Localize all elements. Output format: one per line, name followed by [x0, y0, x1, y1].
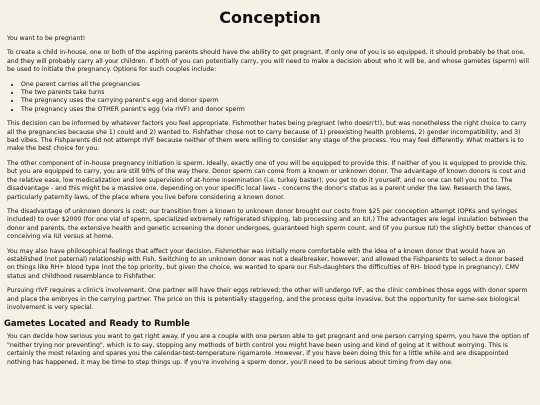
- list-item: • The pregnancy uses the OTHER parent's egg (via rIVF) and donor sperm: [21, 106, 533, 114]
- page-title: Conception: [219, 8, 321, 27]
- paragraph-intro: You want to be pregnant!: [7, 35, 86, 42]
- paragraph-gametes: You can decide how serious you want to get right away. If you are a couple with one person able to get pregnant and one person carrying sperm, you have the option of "neither trying nor preventing", which is to say, stopping any methods of birth control you might have been using and kind of going at it without worrying. This is certainly the most relaxing and spares you the calendar-test-temperature rigamarole. However, if you have been doing this for a little while and are disappointed nothing has happened, it may be time to step things up. If you're involving a sperm donor, you'll need to be serious about timing from day one.: [7, 333, 529, 366]
- paragraph-who-carries: To create a child in-house, one or both of the aspiring parents should have the ability to get pregnant. If only one of you is so equipped, it should probably be that one, and they will probably carry all your children. If both of you can potentially carry, you will need to make a decision about who it will be, and whose gametes (sperm) will be used to initiate the pregnancy. Options for such couples include:: [7, 49, 529, 74]
- paragraph-unknown-donors: The disadvantage of unknown donors is cost; our transition from a known to unknown donor brought our costs from $25 per conception attempt (OPKs and syringes included) to over $2000 (for one vial of sperm, specialized extremely refrigerated shipping, lab processing and an IUI.) The advantages are legal insulation between the donor and parents, the extensive health and genetic screening the donor undergoes, guaranteed high sperm count, and (if you pursue IUI) the slightly better chances of conceiving via IUI versus at home.: [7, 207, 531, 241]
- list-item: • One parent carries all the pregnancies: [21, 81, 533, 89]
- paragraph-philosophical: You may also have philosophical feelings that affect your decision. Fishmother was initially more comfortable with the idea of a known donor that would have an established (not paternal) relationship with Fish. Switching to an unknown donor was not a dealbreaker, however, and allowed the Fishparents to select a donor based on things like RH+ blood type (not the top priority, but given the choice, we wanted to spare our Fish-daughters the difficulties of RH- blood type in pregnancy), CMV status and childhood resemblance to Fishfather.: [7, 247, 524, 280]
- section-heading: Gametes Located and Ready to Rumble: [4, 318, 190, 329]
- paragraph-rivf: Pursuing rIVF requires a clinic's involvement. One partner will have their eggs retrieved; the other will undergo IVF, as the clinic combines those eggs with donor sperm and place the embryos in the carrying partner. The price on this is potentially staggering, and the process quite invasive, but the opportunity for same-sex biological involvement is very special.: [7, 287, 528, 311]
- list-item: • The pregnancy uses the carrying parent's egg and donor sperm: [21, 97, 533, 105]
- options-list: [7, 81, 533, 115]
- list-item: • The two parents take turns: [21, 89, 533, 97]
- paragraph-decision-factors: This decision can be informed by whatever factors you feel appropriate. Fishmother hates being pregnant (who doesn't!), but was nonetheless the right choice to carry all the pregnancies because she 1) could and 2) wanted to. Fishfather chose not to carry because of 1) preexisting health problems, 2) gender incompatibility, and 3) bad vibes. The Fishparents did not attempt rIVF because neither of them were willing to consider any stage of the process. You may feel differently. What matters is to make the best choice for you.: [7, 120, 527, 153]
- paragraph-sperm: The other component of in-house pregnancy initiation is sperm. Ideally, exactly one of you will be equipped to provide this. If neither of you is equipped to provide this, but you are equipped to carry, you are still 90% of the way there. Donor sperm can come from a known or unknown donor. The advantage of known donors is cost and the relative ease, low medicalization and low supervision of at-home insemination (i.e. turkey baster); you get to do it yourself, and no one can tell you not to. The disadvantage - and this might be a massive one, depending on your specific local laws - concerns the donor's status as a parent under the law. Research the laws, particularly paternity laws, of the place where you live before considering a known donor.: [7, 159, 528, 201]
